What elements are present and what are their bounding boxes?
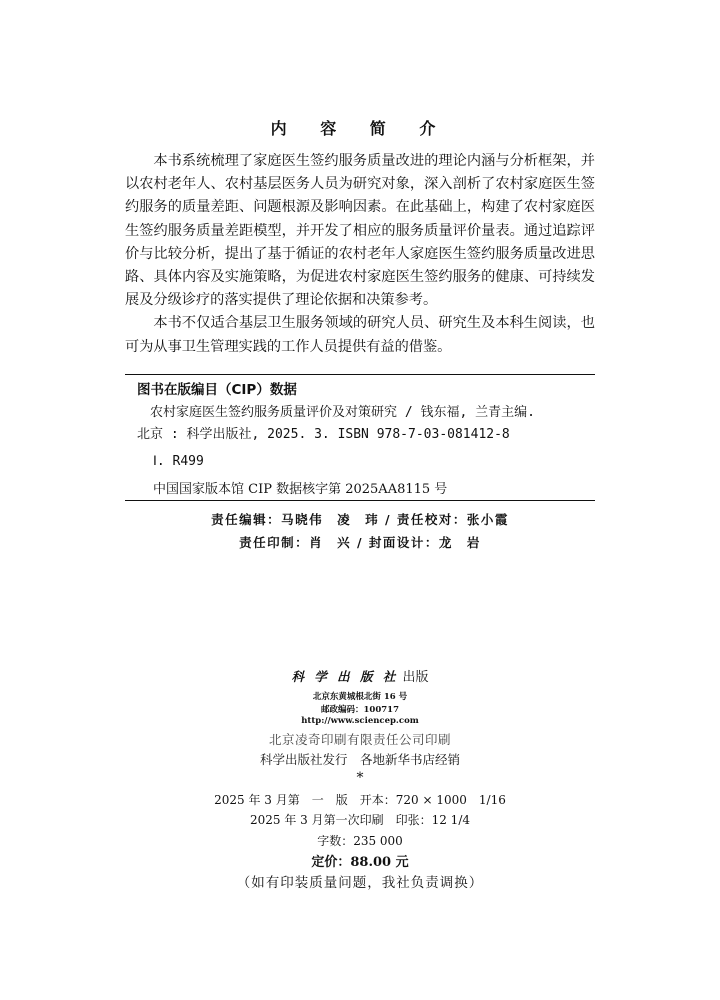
price: 定价：88.00 元 xyxy=(311,855,409,870)
cip-entry-line: 北京 : 科学出版社, 2025. 3. ISBN 978-7-03-081412-8 xyxy=(137,426,510,442)
quality-notice: （如有印装质量问题，我社负责调换） xyxy=(236,875,484,891)
publisher-logo: 科 学 出 版 社 xyxy=(291,669,399,684)
summary-paragraph: 本书不仅适合基层卫生服务领域的研究人员、研究生及本科生阅读，也可为从事卫生管理实践的工作人员提供有益的借鉴。 xyxy=(125,315,595,355)
publisher-line xyxy=(0,666,720,685)
printer-info: 北京凌奇印刷有限责任公司印刷 xyxy=(268,732,451,747)
cip-bottom-divider xyxy=(125,500,595,501)
word-count: 字数：235 000 xyxy=(317,834,403,848)
summary-title: 内 容 简 介 xyxy=(270,119,450,138)
edition-info: 2025 年 3 月第 一 版 开本：720 × 1000 1/16 xyxy=(214,793,506,807)
cip-verification: 中国国家版本馆 CIP 数据核字第 2025AA8115 号 xyxy=(153,482,448,497)
publisher-website: http://www.sciencep.com xyxy=(301,716,419,726)
printing-info: 2025 年 3 月第一次印刷 印张：12 1/4 xyxy=(249,813,470,827)
production-credits: 责任印制：肖 兴 / 封面设计：龙 岩 xyxy=(239,535,481,550)
publisher-suffix: 出版 xyxy=(402,670,429,685)
publisher-address: 北京东黄城根北街 16 号 xyxy=(312,692,408,702)
cip-top-divider xyxy=(125,374,595,375)
distribution-info: 科学出版社发行 各地新华书店经销 xyxy=(259,752,460,767)
summary-paragraph: 本书系统梳理了家庭医生签约服务质量改进的理论内涵与分析框架，并以农村老年人、农村基层医务人员为研究对象，深入剖析了农村家庭医生签约服务的质量差距、问题根源及影响因素。在此基础上，构建了农村家庭医生签约服务质量差距模型，并开发了相应的服务质量评价量表。通过追踪评价与比较分析，提出了基于循证的农村老年人家庭医生签约服务质量改进思路、具体内容及实施策略，为促进农村家庭医生签约服务的健康、可持续发展及分级诊疗的落实提供了理论依据和决策参考。 xyxy=(125,153,595,309)
separator-star: * xyxy=(356,770,364,786)
publisher-postcode: 邮政编码：100717 xyxy=(321,705,399,715)
editor-credits: 责任编辑：马晓伟 凌 玮 / 责任校对：张小霞 xyxy=(211,512,509,527)
cip-classification: Ⅰ. R499 xyxy=(153,454,204,469)
summary-body xyxy=(125,150,595,359)
cip-heading: 图书在版编目（CIP）数据 xyxy=(137,382,297,398)
cip-entry-line: 农村家庭医生签约服务质量评价及对策研究 / 钱东福, 兰青主编. xyxy=(150,405,535,420)
cip-entry xyxy=(137,402,583,445)
